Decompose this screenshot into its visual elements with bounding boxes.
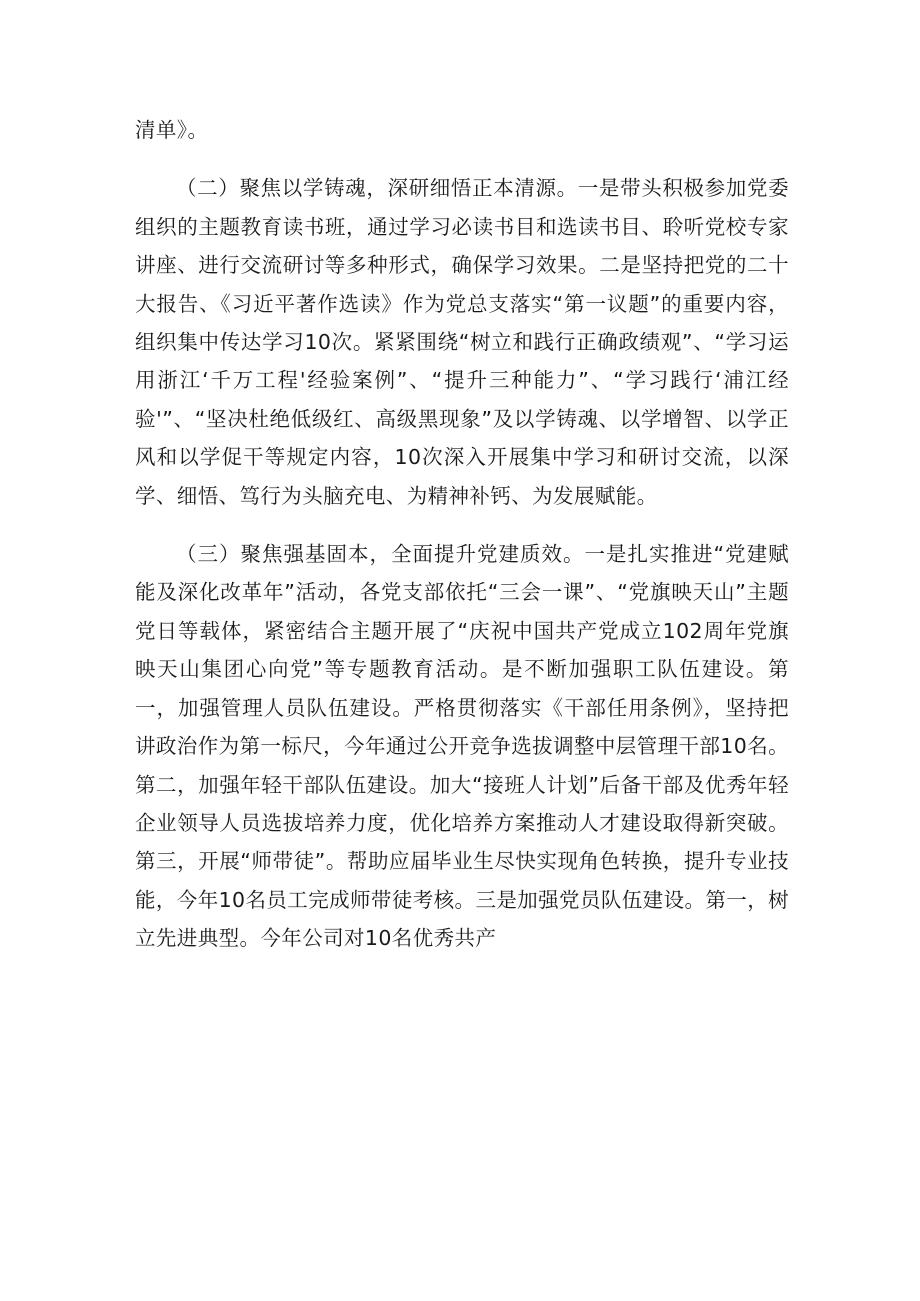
paragraph-section-three: （三）聚焦强基固本，全面提升党建质效。一是扎实推进“党建赋能及深化改革年”活动，各党支部依托“三会一课”、“党旗映天山”主题党日等载体，紧密结合主题开展了“庆祝中国共产党成立102周年党旗映天山集团心向党”等专题教育活动。是不断加强职工队伍建设。第一，加强管理人员队伍建设。严格贯彻落实《干部任用条例》，坚持把讲政治作为第一标尺，今年通过公开竞争选拔调整中层管理干部10名。第二，加强年轻干部队伍建设。加大“接班人计划”后备干部及优秀年轻企业领导人员选拔培养力度，优化培养方案推动人才建设取得新突破。第三，开展“师带徒”。帮助应届毕业生尽快实现角色转换，提升专业技能，今年10名员工完成师带徒考核。三是加强党员队伍建设。第一，树立先进典型。今年公司对10名优秀共产 <box>135 542 789 951</box>
document-page <box>135 111 789 958</box>
paragraph-section-two: （二）聚焦以学铸魂，深研细悟正本清源。一是带头积极参加党委组织的主题教育读书班，通过学习必读书目和选读书目、聆听党校专家讲座、进行交流研讨等多种形式，确保学习效果。二是坚持把党的二十大报告、《习近平著作选读》作为党总支落实“第一议题”的重要内容，组织集中传达学习10次。紧紧围绕“树立和践行正确政绩观”、“学习运用浙江‘千万工程'经验案例”、“提升三种能力”、“学习践行‘浦江经验'”、“坚决杜绝低级红、高级黑现象”及以学铸魂、以学增智、以学正风和以学促干等规定内容，10次深入开展集中学习和研讨交流，以深学、细悟、笃行为头脑充电、为精神补钙、为发展赋能。 <box>135 176 789 508</box>
paragraph-continuation: 清单》。 <box>135 118 209 142</box>
